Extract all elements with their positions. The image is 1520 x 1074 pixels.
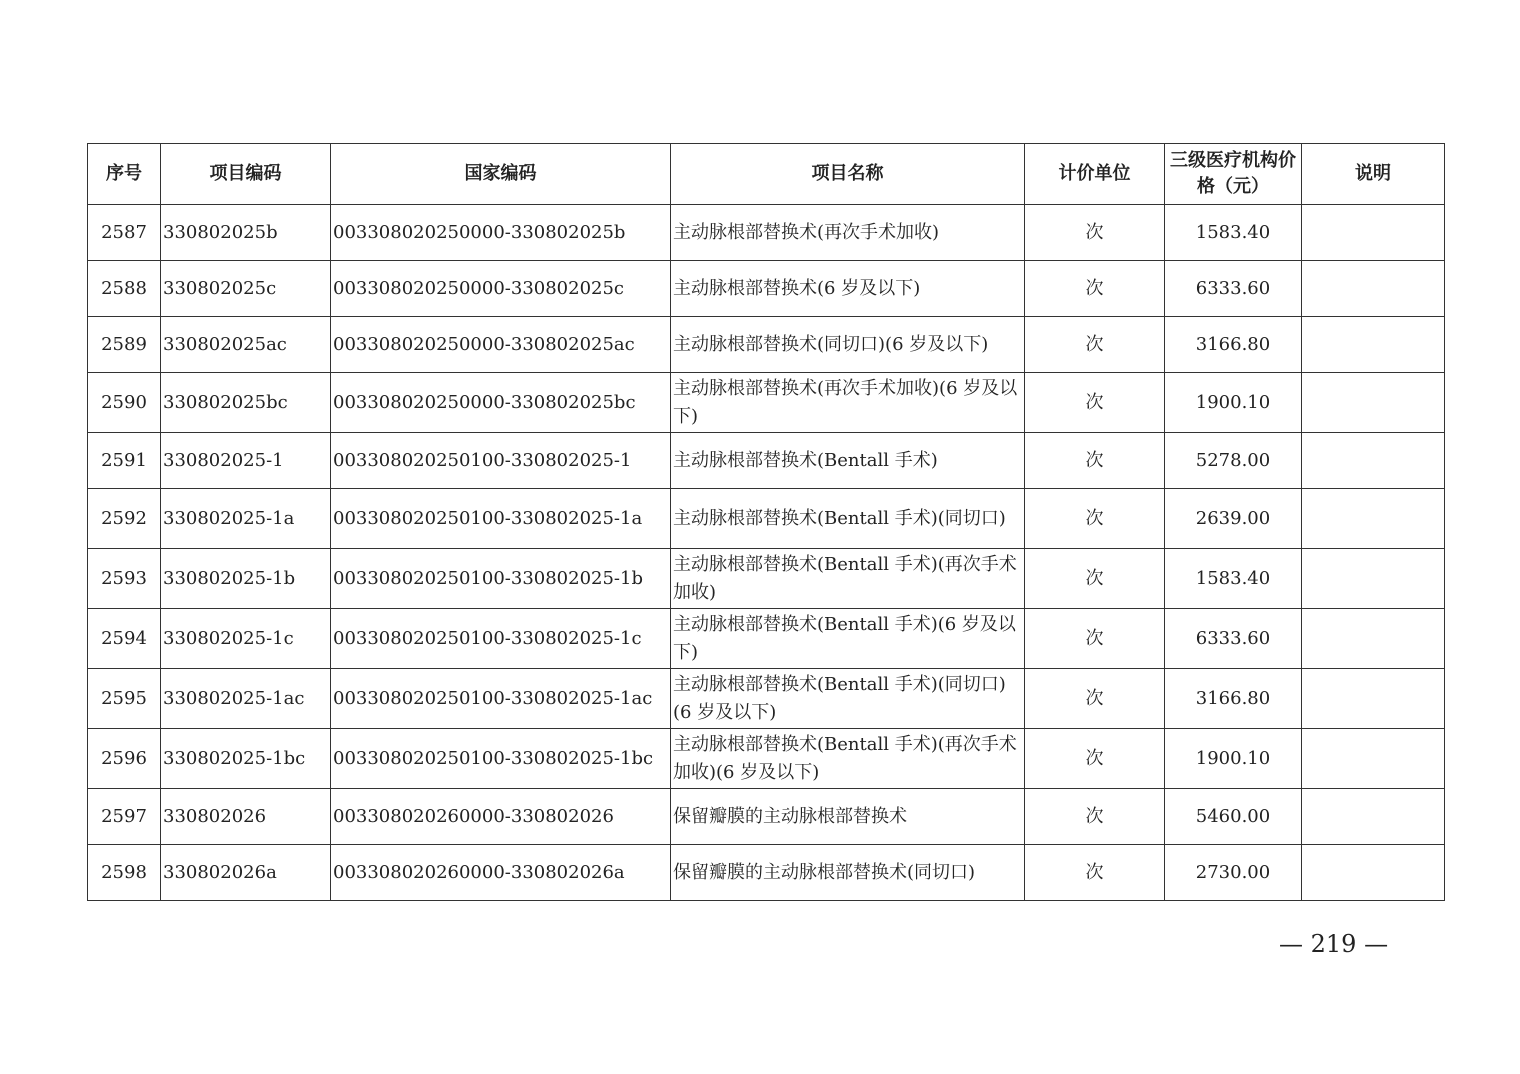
cell-seq: 2593 — [88, 549, 161, 609]
cell-national-code: 003308020250100-330802025-1bc — [331, 729, 671, 789]
cell-note — [1302, 845, 1445, 901]
header-item-code: 项目编码 — [161, 144, 331, 205]
header-price: 三级医疗机构价格（元） — [1165, 144, 1302, 205]
cell-seq: 2592 — [88, 489, 161, 549]
cell-item-code: 330802025bc — [161, 373, 331, 433]
cell-seq: 2594 — [88, 609, 161, 669]
cell-price: 5278.00 — [1165, 433, 1302, 489]
header-unit: 计价单位 — [1025, 144, 1165, 205]
cell-seq: 2595 — [88, 669, 161, 729]
cell-price: 6333.60 — [1165, 261, 1302, 317]
table-row — [88, 433, 1445, 489]
cell-item-name: 主动脉根部替换术(Bentall 手术)(6 岁及以下) — [671, 609, 1025, 669]
cell-price: 1583.40 — [1165, 205, 1302, 261]
cell-price: 2639.00 — [1165, 489, 1302, 549]
cell-item-name: 主动脉根部替换术(Bentall 手术)(同切口) — [671, 489, 1025, 549]
cell-national-code: 003308020250100-330802025-1 — [331, 433, 671, 489]
cell-item-code: 330802025b — [161, 205, 331, 261]
cell-item-name: 保留瓣膜的主动脉根部替换术 — [671, 789, 1025, 845]
cell-price: 3166.80 — [1165, 669, 1302, 729]
table-row — [88, 845, 1445, 901]
cell-unit: 次 — [1025, 609, 1165, 669]
cell-unit: 次 — [1025, 261, 1165, 317]
cell-item-name: 保留瓣膜的主动脉根部替换术(同切口) — [671, 845, 1025, 901]
cell-note — [1302, 609, 1445, 669]
cell-item-name: 主动脉根部替换术(Bentall 手术)(再次手术加收)(6 岁及以下) — [671, 729, 1025, 789]
table-row — [88, 729, 1445, 789]
cell-note — [1302, 729, 1445, 789]
cell-unit: 次 — [1025, 845, 1165, 901]
cell-price: 6333.60 — [1165, 609, 1302, 669]
cell-unit: 次 — [1025, 489, 1165, 549]
cell-item-name: 主动脉根部替换术(Bentall 手术)(再次手术加收) — [671, 549, 1025, 609]
cell-price: 5460.00 — [1165, 789, 1302, 845]
cell-item-code: 330802025-1c — [161, 609, 331, 669]
header-note: 说明 — [1302, 144, 1445, 205]
cell-national-code: 003308020250100-330802025-1a — [331, 489, 671, 549]
cell-item-name: 主动脉根部替换术(6 岁及以下) — [671, 261, 1025, 317]
cell-note — [1302, 433, 1445, 489]
cell-note — [1302, 669, 1445, 729]
cell-item-code: 330802025c — [161, 261, 331, 317]
table-row — [88, 205, 1445, 261]
cell-national-code: 003308020250000-330802025c — [331, 261, 671, 317]
cell-seq: 2587 — [88, 205, 161, 261]
cell-national-code: 003308020250100-330802025-1b — [331, 549, 671, 609]
cell-unit: 次 — [1025, 789, 1165, 845]
cell-note — [1302, 317, 1445, 373]
cell-unit: 次 — [1025, 729, 1165, 789]
table-row — [88, 609, 1445, 669]
price-table — [87, 143, 1445, 901]
table-row — [88, 489, 1445, 549]
cell-note — [1302, 261, 1445, 317]
cell-price: 1900.10 — [1165, 373, 1302, 433]
cell-item-code: 330802026a — [161, 845, 331, 901]
cell-note — [1302, 373, 1445, 433]
table-row — [88, 549, 1445, 609]
cell-seq: 2596 — [88, 729, 161, 789]
cell-item-name: 主动脉根部替换术(Bentall 手术) — [671, 433, 1025, 489]
cell-national-code: 003308020250000-330802025bc — [331, 373, 671, 433]
cell-seq: 2598 — [88, 845, 161, 901]
cell-unit: 次 — [1025, 205, 1165, 261]
header-seq: 序号 — [88, 144, 161, 205]
cell-note — [1302, 549, 1445, 609]
cell-note — [1302, 205, 1445, 261]
cell-item-code: 330802025ac — [161, 317, 331, 373]
cell-item-name: 主动脉根部替换术(同切口)(6 岁及以下) — [671, 317, 1025, 373]
cell-price: 3166.80 — [1165, 317, 1302, 373]
table-row — [88, 373, 1445, 433]
cell-item-code: 330802025-1 — [161, 433, 331, 489]
cell-seq: 2590 — [88, 373, 161, 433]
table-row — [88, 669, 1445, 729]
cell-seq: 2591 — [88, 433, 161, 489]
cell-national-code: 003308020250100-330802025-1c — [331, 609, 671, 669]
cell-national-code: 003308020250100-330802025-1ac — [331, 669, 671, 729]
table-header-row — [88, 144, 1445, 205]
table-row — [88, 317, 1445, 373]
cell-note — [1302, 489, 1445, 549]
cell-item-name: 主动脉根部替换术(再次手术加收)(6 岁及以下) — [671, 373, 1025, 433]
cell-price: 2730.00 — [1165, 845, 1302, 901]
table-row — [88, 261, 1445, 317]
cell-unit: 次 — [1025, 317, 1165, 373]
cell-item-code: 330802025-1ac — [161, 669, 331, 729]
cell-note — [1302, 789, 1445, 845]
cell-item-code: 330802025-1b — [161, 549, 331, 609]
cell-item-name: 主动脉根部替换术(再次手术加收) — [671, 205, 1025, 261]
cell-unit: 次 — [1025, 669, 1165, 729]
cell-unit: 次 — [1025, 373, 1165, 433]
cell-unit: 次 — [1025, 433, 1165, 489]
header-national-code: 国家编码 — [331, 144, 671, 205]
cell-price: 1583.40 — [1165, 549, 1302, 609]
cell-item-code: 330802025-1bc — [161, 729, 331, 789]
cell-national-code: 003308020250000-330802025ac — [331, 317, 671, 373]
table-row — [88, 789, 1445, 845]
header-item-name: 项目名称 — [671, 144, 1025, 205]
cell-unit: 次 — [1025, 549, 1165, 609]
cell-item-code: 330802025-1a — [161, 489, 331, 549]
cell-national-code: 003308020250000-330802025b — [331, 205, 671, 261]
cell-seq: 2597 — [88, 789, 161, 845]
cell-seq: 2588 — [88, 261, 161, 317]
page-number: — 219 — — [1279, 930, 1389, 958]
cell-national-code: 003308020260000-330802026a — [331, 845, 671, 901]
cell-item-name: 主动脉根部替换术(Bentall 手术)(同切口)(6 岁及以下) — [671, 669, 1025, 729]
cell-seq: 2589 — [88, 317, 161, 373]
cell-national-code: 003308020260000-330802026 — [331, 789, 671, 845]
cell-price: 1900.10 — [1165, 729, 1302, 789]
cell-item-code: 330802026 — [161, 789, 331, 845]
